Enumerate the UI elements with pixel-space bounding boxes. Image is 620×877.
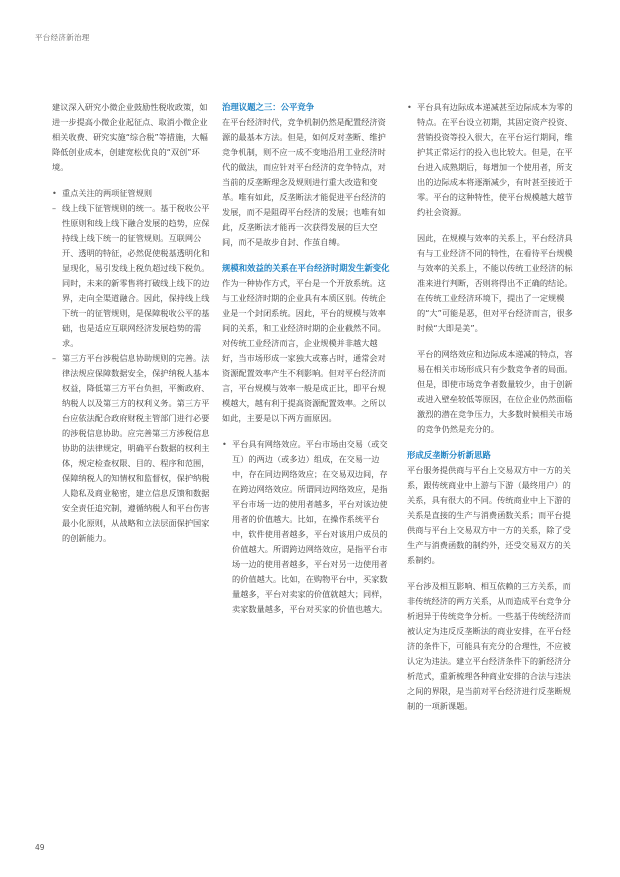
section-heading: 规模和效益的关系在平台经济时期发生新变化	[222, 263, 390, 273]
bullet-title: 重点关注的两项征管规则	[62, 188, 153, 198]
section-heading: 治理议题之三：公平竞争	[222, 102, 315, 112]
running-header: 平台经济新治理	[35, 33, 90, 42]
intro-paragraph: 建议深入研究小微企业鼓励性税收政策，如进一步提高小微企业起征点、取消小微企业相关收费、研究实施“综合税”等措施，大幅降低创业成本，创建宽松优良的“双创”环境。	[52, 102, 208, 172]
sub-list	[52, 201, 214, 546]
column-right	[407, 100, 575, 725]
bullet-item	[52, 186, 214, 201]
dash-item	[52, 351, 214, 546]
bullet-text: 平台具有网络效应。平台市场由交易（或交互）的两边（或多边）组成，在交易一边中，存在同边网络效应；在交易双边间，存在跨边网络效应。所谓同边网络效应，是指平台市场一边的使用者越多，平台对该边使用者的价值越大。比如，在操作系统平台中，软件使用者越多，平台对该用户成员的价值越大。所谓跨边网络效应，是指平台市场一边的使用者越多，平台对另一边使用者的价值越大。比如，在购物平台中，买家数量越多，平台对卖家的价值就越大；同样，卖家数量越多，平台对买家的价值也越大。	[232, 439, 388, 614]
column-left	[52, 100, 214, 546]
body-paragraph: 平台的网络效应和边际成本递减的特点，容易在相关市场形成只有少数竞争者的局面。但是，即使市场竞争者数量较少，由于创新或进入壁垒较低等原因，在位企业仍然面临激烈的潜在竞争压力，大多数时候相关市场的竞争仍然是充分的。	[417, 349, 573, 434]
body-paragraph: 平台服务提供商与平台上交易双方中一方的关系，跟传统商业中上游与下游（最终用户）的关系，具有很大的不同。传统商业中上下游的关系是直接的生产与消费函数关系；而平台提供商与平台上交易双方中一方的关系，除了受生产与消费函数的制约外，还受交易双方的关系制约。	[407, 465, 571, 565]
body-paragraph: 平台涉及相互影响、相互依赖的三方关系，而非传统经济的两方关系，从而造成平台竞争分析迥异于传统竞争分析。一些基于传统经济而被认定为违反反垄断法的商业安排，在平台经济的条件下，可能具有充分的合理性，不应被认定为违法。建立平台经济条件下的新经济分析范式，重新梳理各种商业安排的合法与违法之间的界限，是当前对平台经济进行反垄断规制的一项新课题。	[407, 581, 571, 711]
body-paragraph: 因此，在规模与效率的关系上，平台经济具有与工业经济不同的特性，在看待平台规模与效率的关系上，不能以传统工业经济的标准来进行判断，否则将得出不正确的结论。在传统工业经济环境下，提出了一定规模的“大”可能是恶，但对平台经济而言，很多时候“大即是美”。	[417, 233, 573, 333]
dash-item-text: 线上线下征管规则的统一。基于税收公平性原则和线上线下融合发展的趋势，应保持线上线下统一的征管规则。互联网公开、透明的特征，必然促使税基透明化和显现化，易引发线上税负超过线下税负。同时，未来的新零售将打破线上线下的边界，走向全渠道融合。因此，保持线上线下统一的征管规则，是保障税收公平的基础，也是适应互联网经济发展趋势的需求。	[62, 203, 210, 348]
dash-item-text: 第三方平台涉税信息协助规则的完善。法律法规应保障数据安全，保护纳税人基本权益，降低第三方平台负担，平衡政府、纳税人以及第三方的权利义务。第三方平台应依法配合政府财税主管部门进行必要的涉税信息协助。应完善第三方涉税信息协助的法律规定，明确平台数据的权利主体，规定检查权限、目的、程序和范围，保障纳税人的知情权和监督权，保护纳税人隐私及商业秘密，建立信息反馈和数据安全责任追究制，遵循纳税人和平台伤害最小化原则，从战略和立法层面保护国家的创新能力。	[62, 353, 210, 543]
section-heading: 形成反垄断分析新思路	[407, 450, 491, 460]
body-paragraph: 作为一种协作方式，平台是一个开放系统。这与工业经济时期的企业具有本质区别。传统企业是一个封闭系统。因此，平台的规模与效率间的关系，和工业经济时期的企业截然不同。对传统工业经济而言，企业规模并非越大越好，当市场形成一家独大或寡占时，通常会对资源配置效率产生不利影响。但对平台经济而言，平台规模与效率一般是成正比，即平台规模越大，越有利于提高资源配置效率。之所以如此，主要是以下两方面原因。	[222, 278, 386, 423]
column-middle	[222, 100, 392, 628]
dash-item	[52, 201, 214, 351]
bullet-text: 平台具有边际成本递减甚至边际成本为零的特点。在平台设立初期，其固定资产投资、营销投资等投入很大，在平台运行期间，维护其正常运行的投入也比较大。但是，在平台进入成熟期后，每增加一个使用者，所支出的边际成本将逐渐减少，有时甚至接近于零。平台的这种特性，使平台规模越大越节约社会资源。	[417, 102, 573, 217]
bullet-item	[222, 437, 392, 617]
bullet-item	[407, 100, 575, 220]
page-number: 49	[35, 843, 45, 852]
body-paragraph: 在平台经济时代，竞争机制仍然是配置经济资源的最基本方法。但是，如何反对垄断、维护竞争机制，则不应一成不变地沿用工业经济时代的做法，而应针对平台经济的竞争特点，对当前的反垄断理念及规则进行重大改造和变革。唯有如此，反垄断法才能促进平台经济的发展，而不是阻碍平台经济的发展；也唯有如此，反垄断法才能再一次获得发展的巨大空间，而不是故步自封、作茧自缚。	[222, 117, 386, 247]
